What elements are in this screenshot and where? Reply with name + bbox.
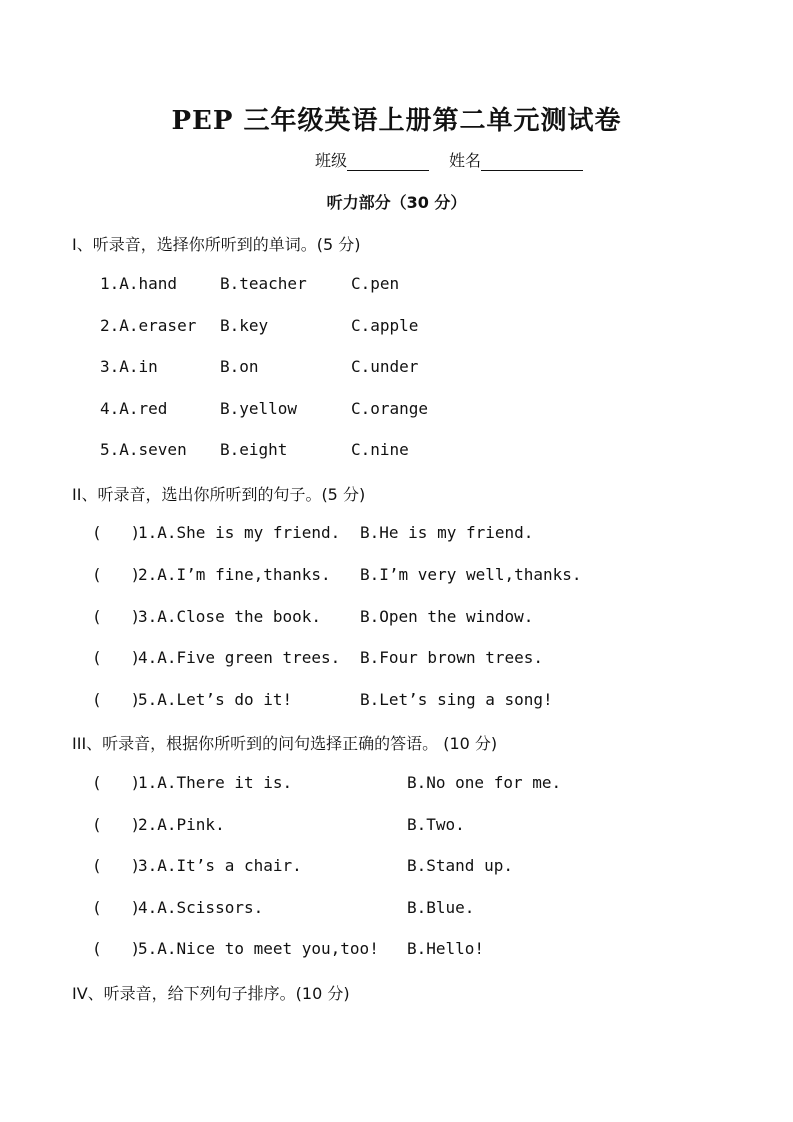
- option-a: 3.A.Close the book.: [138, 607, 322, 626]
- option-a: 4.A.Five green trees.: [138, 648, 341, 667]
- name-label: 姓名: [449, 151, 482, 170]
- option-c: C.nine: [351, 440, 409, 459]
- name-blank[interactable]: [481, 152, 583, 171]
- answer-parentheses[interactable]: ( ): [92, 773, 141, 792]
- option-b: B.eight: [220, 440, 288, 459]
- option-c: C.under: [351, 357, 419, 376]
- option-b: B.Blue.: [407, 898, 475, 917]
- student-info: [315, 148, 583, 171]
- option-a: 1.A.There it is.: [138, 773, 293, 792]
- option-b: B.Four brown trees.: [360, 648, 544, 667]
- answer-parentheses[interactable]: ( ): [92, 523, 141, 542]
- page-title: PEP 三年级英语上册第二单元测试卷: [171, 106, 622, 136]
- option-b: B.teacher: [220, 274, 307, 293]
- section-3-heading: III、听录音，根据你所听到的问句选择正确的答语。 (10 分): [72, 734, 498, 753]
- class-label: 班级: [315, 151, 348, 170]
- answer-parentheses[interactable]: ( ): [92, 565, 141, 584]
- option-b: B.Hello!: [407, 939, 485, 958]
- class-blank[interactable]: [347, 152, 429, 171]
- option-a: 2.A.Pink.: [138, 815, 225, 834]
- section-1-heading: I、听录音，选择你所听到的单词。(5 分): [72, 235, 361, 254]
- option-b: B.Two.: [407, 815, 465, 834]
- option-a: 2.A.I’m fine,thanks.: [138, 565, 331, 584]
- listening-subtitle: 听力部分（30 分）: [326, 193, 467, 212]
- section-2-heading: II、听录音，选出你所听到的句子。(5 分): [72, 485, 366, 504]
- option-b: B.yellow: [220, 399, 298, 418]
- option-a: 1.A.hand: [100, 274, 178, 293]
- option-b: B.Open the window.: [360, 607, 534, 626]
- answer-parentheses[interactable]: ( ): [92, 648, 141, 667]
- option-b: B.key: [220, 316, 269, 335]
- option-b: B.He is my friend.: [360, 523, 534, 542]
- option-a: 3.A.It’s a chair.: [138, 856, 302, 875]
- option-a: 4.A.Scissors.: [138, 898, 264, 917]
- option-b: B.Let’s sing a song!: [360, 690, 553, 709]
- option-b: B.Stand up.: [407, 856, 513, 875]
- answer-parentheses[interactable]: ( ): [92, 690, 141, 709]
- option-c: C.orange: [351, 399, 429, 418]
- option-b: B.No one for me.: [407, 773, 562, 792]
- answer-parentheses[interactable]: ( ): [92, 939, 141, 958]
- option-c: C.apple: [351, 316, 419, 335]
- option-a: 3.A.in: [100, 357, 158, 376]
- option-a: 5.A.seven: [100, 440, 187, 459]
- option-a: 4.A.red: [100, 399, 168, 418]
- option-b: B.on: [220, 357, 259, 376]
- answer-parentheses[interactable]: ( ): [92, 898, 141, 917]
- answer-parentheses[interactable]: ( ): [92, 815, 141, 834]
- option-a: 5.A.Nice to meet you,too!: [138, 939, 379, 958]
- option-a: 1.A.She is my friend.: [138, 523, 341, 542]
- answer-parentheses[interactable]: ( ): [92, 856, 141, 875]
- option-a: 2.A.eraser: [100, 316, 197, 335]
- option-b: B.I’m very well,thanks.: [360, 565, 582, 584]
- option-a: 5.A.Let’s do it!: [138, 690, 293, 709]
- section-4-heading: IV、听录音，给下列句子排序。(10 分): [72, 984, 350, 1003]
- answer-parentheses[interactable]: ( ): [92, 607, 141, 626]
- option-c: C.pen: [351, 274, 400, 293]
